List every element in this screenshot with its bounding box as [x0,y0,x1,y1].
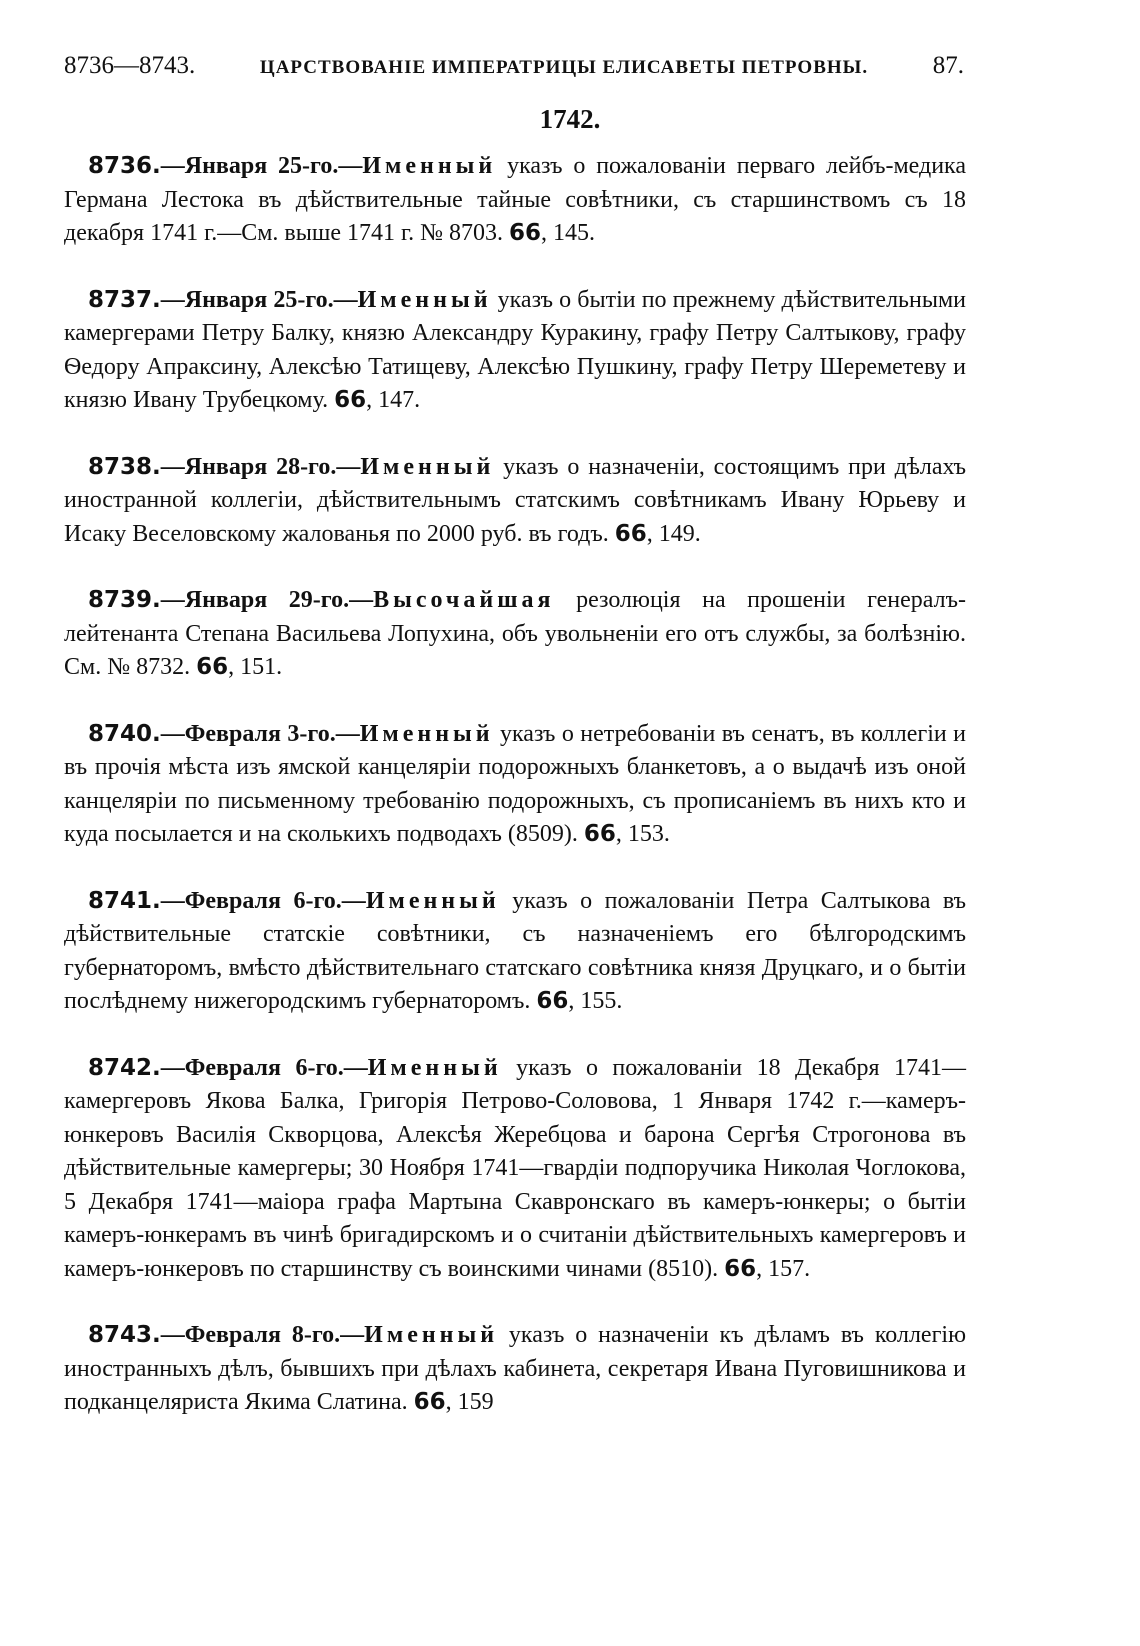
entry-8743 [64,1319,966,1420]
entry-number: 8740. [88,720,161,747]
entry-page: , 155. [568,988,623,1014]
entry-volume: 66 [614,520,647,547]
entry-number: 8739. [88,587,161,613]
entry-8736 [64,150,966,251]
entry-date: —Февраля 8-го.— [160,1322,365,1348]
header-title: ЦАРСТВОВАНІЕ ИМПЕРАТРИЦЫ ЕЛИСАВЕТЫ ПЕТРОВНЫ. [259,57,869,78]
entry-type: Именный [360,453,495,480]
entry-volume: 66 [334,387,367,413]
entry-number: 8738. [88,453,161,480]
entry-type: Именный [367,1054,502,1081]
entry-text: указъ о пожалованіи Петра Салтыкова въ дѣйствительные статскіе совѣтники, съ назначеніемъ его бѣлгородскимъ губернаторомъ, вмѣсто дѣйствительнаго статскаго совѣтника князя Друцкаго, и о бытіи послѣднему нижегородскимъ губернаторомъ. [64,887,966,1014]
entry-8741 [64,885,966,1019]
entry-volume: 66 [413,1389,446,1415]
entry-number: 8743. [88,1322,161,1348]
entry-page: , 151. [228,654,283,680]
entry-text: указъ о назначеніи, состоящимъ при дѣлахъ иностранной коллегіи, дѣйствительнымъ статскимъ совѣтникамъ Ивану Юрьеву и Исаку Веселовскому жалованья по 2000 руб. въ годъ. [64,453,967,547]
entry-volume: 66 [196,654,229,680]
entry-page: , 149. [646,520,701,547]
header-page-number: 87. [932,52,964,79]
entry-text: указъ о пожалованіи перваго лейбъ-медика Германа Лестока въ дѣйствительные тайные совѣтники, съ старшинствомъ съ 18 декабря 1741 г.—См. выше 1741 г. № 8703. [64,153,967,246]
entry-volume: 66 [536,988,569,1014]
entries-list [64,150,966,1453]
header-entry-range: 8736—8743. [64,52,196,79]
entry-volume: 66 [724,1255,757,1282]
entry-date: —Января 28-го.— [160,453,361,480]
entry-text: резолюція на прошеніи генералъ-лейтенанта Степана Васильева Лопухина, объ увольненіи его отъ службы, за болѣзнію. См. № 8732. [64,587,967,680]
entry-8742 [64,1052,966,1287]
entry-type: Высочайшая [373,587,555,613]
entry-type: Именный [364,1322,499,1348]
entry-number: 8737. [88,286,161,313]
entry-volume: 66 [509,220,542,246]
entry-date: —Февраля 3-го.— [160,720,360,747]
entry-date: —Февраля 6-го.— [160,1054,368,1081]
entry-number: 8741. [88,887,161,914]
entry-page: , 157. [756,1255,811,1282]
entry-page: , 159 [445,1389,494,1415]
running-header [64,52,964,86]
entry-page: , 153. [615,821,670,847]
entry-text: указъ о бытіи по прежнему дѣйствительными камергерами Петру Балку, князю Александру Куракину, графу Петру Салтыкову, графу Ѳедору Апраксину, Алексѣю Татищеву, Алексѣю Пушкину, графу Петру Шереметеву и князю Ивану Трубецкому. [64,286,966,413]
entry-type: Именный [359,720,494,747]
entry-text: указъ о пожалованіи 18 Декабря 1741—камергеровъ Якова Балка, Григорія Петрово-Соловова, 1 Января 1742 г.—камеръ-юнкеровъ Василія Скворцова, Алексѣя Жеребцова и барона Сергѣя Строгонова въ дѣйствительные камергеры; 30 Ноября 1741—гвардіи подпоручика Николая Чоглокова, 5 Декабря 1741—маіора графа Мартына Скавронскаго въ камеръ-юнкеры; о бытіи камеръ-юнкерамъ въ чинѣ бригадирскомъ и о считаніи дѣйствительныхъ камергеровъ и камеръ-юнкеровъ по старшинству съ воинскими чинами (8510). [64,1054,966,1282]
entry-number: 8742. [88,1054,161,1081]
entry-page: , 145. [541,220,596,246]
entry-8738 [64,451,966,552]
entry-text: указъ о нетребованіи въ сенатъ, въ коллегіи и въ прочія мѣста изъ ямской канцеляріи подорожныхъ бланкетовъ, а о выдачѣ изъ оной канцеляріи по письменному требованію подорожныхъ, съ прописаніемъ въ нихъ кто и куда посылается и на сколькихъ подводахъ (8509). [64,720,966,847]
year-heading: 1742. [539,104,601,134]
entry-type: Именный [357,286,492,313]
entry-8739 [64,584,966,685]
entry-date: —Января 25-го.— [160,153,363,179]
entry-8740 [64,718,966,852]
entry-8737 [64,284,966,418]
entry-text: указъ о назначеніи къ дѣламъ въ коллегію иностранныхъ дѣлъ, бывшихъ при дѣлахъ кабинета, секретаря Ивана Пуговишникова и подканцеляриста Якима Слатина. [64,1322,967,1415]
entry-number: 8736. [88,153,161,179]
entry-page: , 147. [366,387,421,413]
entry-date: —Января 25-го.— [160,286,358,313]
entry-date: —Января 29-го.— [160,587,374,613]
entry-type: Именный [362,153,497,179]
entry-date: —Февраля 6-го.— [160,887,366,914]
entry-volume: 66 [583,821,616,847]
entry-type: Именный [365,887,500,914]
